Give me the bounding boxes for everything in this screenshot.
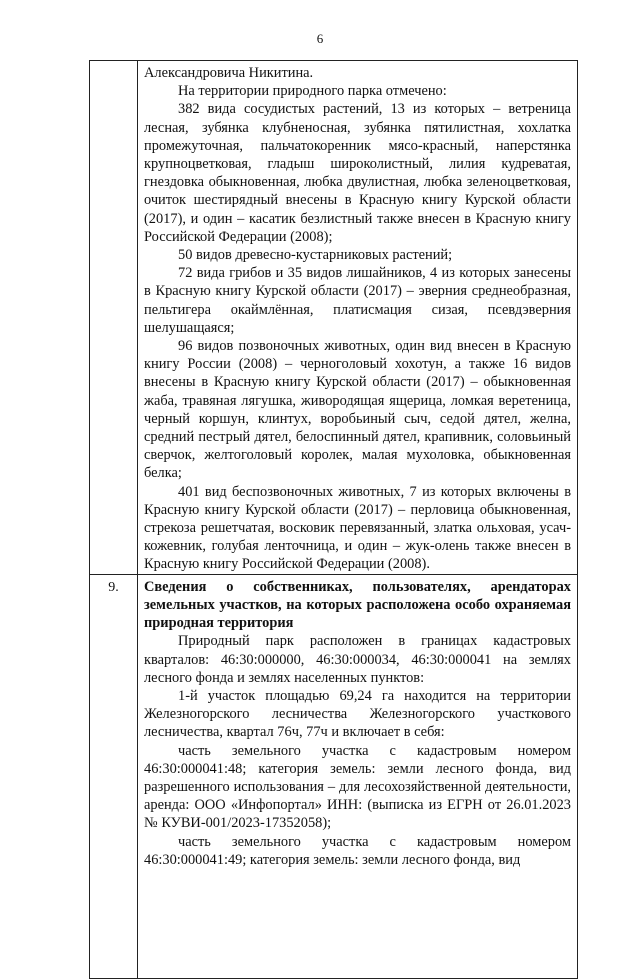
page-number: 6 <box>316 31 324 46</box>
paragraph: Александровича Никитина. <box>144 65 314 81</box>
table-row <box>90 61 578 575</box>
paragraph: 50 видов древесно-кустарниковых растений; <box>178 247 453 264</box>
row-content-cell <box>138 574 578 978</box>
table-row <box>90 574 578 978</box>
paragraph: 1-й участок площадью 69,24 га находится на территории Железногорского лесничества Железногорского участкового лесничества, квартал 76ч, 77ч и включает в себя: <box>144 687 571 741</box>
paragraph: 382 вида сосудистых растений, 13 из которых – ветреница лесная, зубянка клубненосная, зубянка пятилистная, хохлатка промежуточная, пальчатокоренник мясо-красный, наперстянка крупноцветковая, гладыш широколистный, лилия кудреватая, гнездовка обыкновенная, любка двулистная, любка зеленоцветковая, очиток шестирядный внесены в Красную книгу Курской области (2017), и один – касатик безлистный также внесен в Красную книгу Российской Федерации (2008); <box>144 101 571 245</box>
row-content-cell <box>138 61 578 575</box>
info-table <box>89 60 578 979</box>
paragraph: 96 видов позвоночных животных, один вид внесен в Красную книгу России (2008) – черноголовый хохотун, а также 16 видов внесены в Красную книгу Курской области (2017) – обыкновенная жаба, травяная лягушка, живородящая ящерица, ломкая веретеница, черный коршун, клинтух, воробьиный сыч, седой дятел, желна, средний пестрый дятел, белоспинный дятел, крапивник, соловьиный сверчок, желтоголовый королек, малая мухоловка, обыкновенная белка; <box>144 338 571 482</box>
paragraph: На территории природного парка отмечено: <box>178 83 447 100</box>
paragraph: 72 вида грибов и 35 видов лишайников, 4 из которых занесены в Красную книгу Курской области (2017) – эверния среднеобразная, пельтигера окаймлённая, платисмация сизая, псевдэверния шелушащаяся; <box>144 265 571 336</box>
paragraph: 401 вид беспозвоночных животных, 7 из которых включены в Красную книгу Курской области (2017) – перловица обыкновенная, стрекоза решетчатая, восковик перевязанный, златка ольховая, усач-кожевник, голубая ленточница, и один – жук-олень также внесен в Красную книгу Российской Федерации (2008). <box>144 483 571 573</box>
paragraph: Природный парк расположен в границах кадастровых кварталов: 46:30:000000, 46:30:000034, 46:30:000041 на землях лесного фонда и землях населенных пунктов: <box>144 633 571 686</box>
paragraph: часть земельного участка с кадастровым номером 46:30:000041:48; категория земель: земли лесного фонда, вид разрешенного использования – для лесохозяйственной деятельности, аренда: ООО «Инфопортал» ИНН: (выписка из ЕГРН от 26.01.2023 № КУВИ-001/2023-17352058); <box>144 742 571 832</box>
row-number-cell: 9. <box>90 574 138 978</box>
paragraph: часть земельного участка с кадастровым номером 46:30:000041:49; категория земель: земли лесного фонда, вид <box>144 833 571 868</box>
row-number-cell <box>90 61 138 575</box>
section-heading: Сведения о собственниках, пользователях, арендаторах земельных участков, на которых расположена особо охраняемая природная территория <box>144 578 571 632</box>
